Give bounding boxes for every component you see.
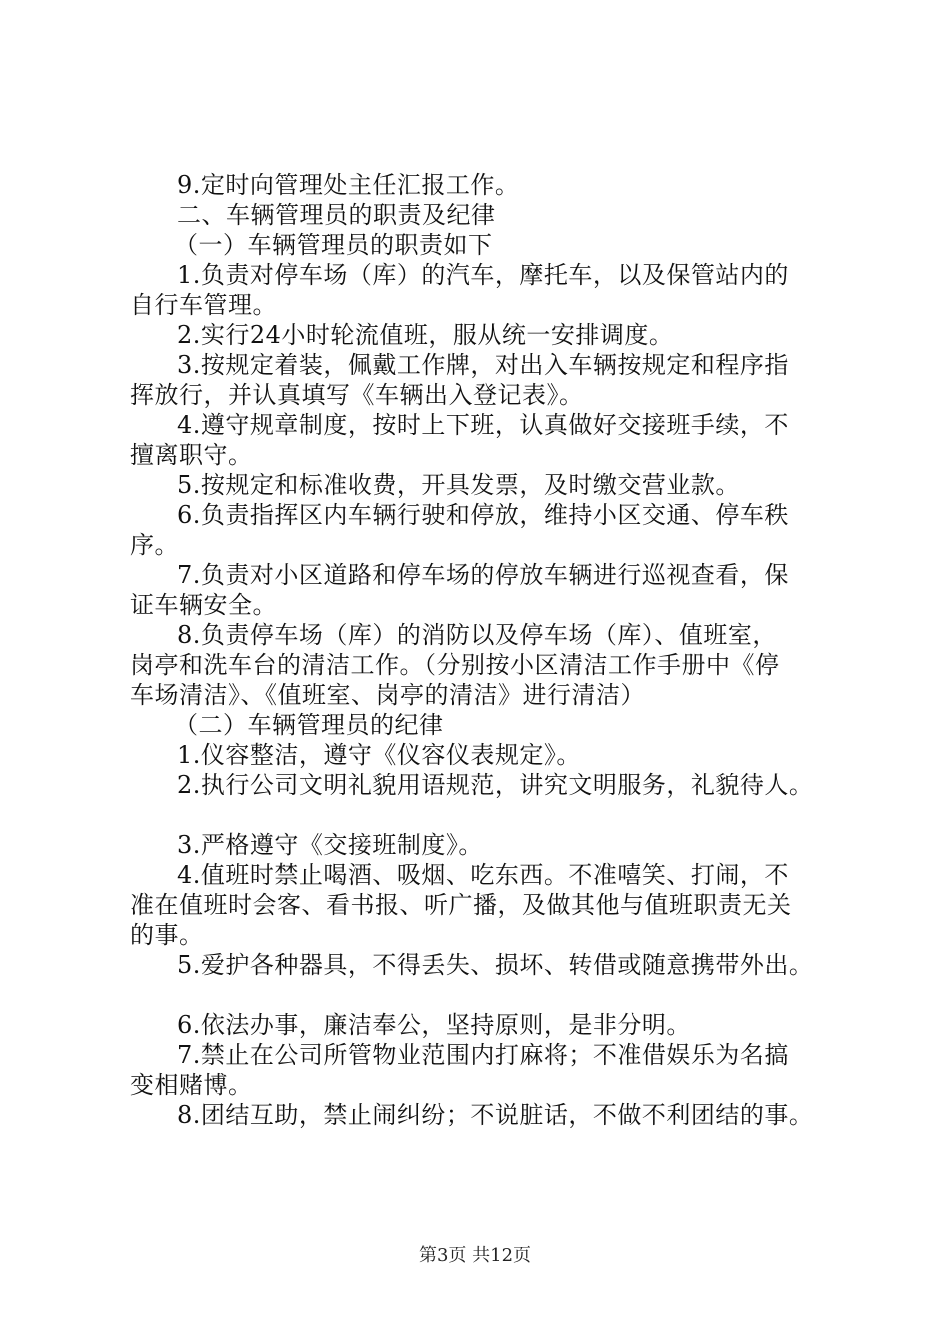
paragraph-line: 8.团结互助，禁止闹纠纷；不说脏话，不做不利团结的事。 [177,1101,814,1129]
paragraph-line: 变相赌博。 [130,1071,253,1099]
document-body [130,170,850,1130]
paragraph-line: 2.实行24小时轮流值班，服从统一安排调度。 [177,321,674,349]
blank-line [130,980,850,1010]
paragraph-line: 岗亭和洗车台的清洁工作。（分别按小区清洁工作手册中《停 [130,651,780,679]
paragraph-line: 擅离职守。 [130,441,253,469]
blank-line [130,800,850,830]
paragraph-line: 1.仪容整洁，遵守《仪容仪表规定》。 [177,741,581,769]
paragraph-line: 6.负责指挥区内车辆行驶和停放，维持小区交通、停车秩 [177,501,789,529]
paragraph-line: 1.负责对停车场（库）的汽车，摩托车，以及保管站内的 [177,261,789,289]
paragraph-line: 3.严格遵守《交接班制度》。 [177,831,483,859]
paragraph-line: 8.负责停车场（库）的消防以及停车场（库）、值班室， [177,621,777,649]
paragraph-line: 自行车管理。 [130,291,277,319]
paragraph-line: 7.禁止在公司所管物业范围内打麻将；不准借娱乐为名搞 [177,1041,789,1069]
paragraph-line: 9.定时向管理处主任汇报工作。 [177,171,520,199]
paragraph-line: 4.遵守规章制度，按时上下班，认真做好交接班手续，不 [177,411,789,439]
page-number-footer: 第3页 共12页 [418,1245,532,1266]
paragraph-line: 序。 [130,531,179,559]
paragraph-line: 挥放行，并认真填写《车辆出入登记表》。 [130,381,584,409]
paragraph-line: 3.按规定着装，佩戴工作牌，对出入车辆按规定和程序指 [177,351,789,379]
paragraph-line: 5.爱护各种器具，不得丢失、损坏、转借或随意携带外出。 [177,951,814,979]
paragraph-line: 证车辆安全。 [130,591,277,619]
section-heading: 二、车辆管理员的职责及纪律 [177,201,496,229]
paragraph-line: 4.值班时禁止喝酒、吸烟、吃东西。不准嘻笑、打闹，不 [177,861,789,889]
paragraph-line: 6.依法办事，廉洁奉公，坚持原则，是非分明。 [177,1011,691,1039]
paragraph-line: 2.执行公司文明礼貌用语规范，讲究文明服务，礼貌待人。 [177,771,814,799]
subsection-heading: （二）车辆管理员的纪律 [174,711,444,739]
subsection-heading: （一）车辆管理员的职责如下 [174,231,493,259]
paragraph-line: 车场清洁》、《值班室、岗亭的清洁》进行清洁） [130,681,645,709]
paragraph-line: 准在值班时会客、看书报、听广播，及做其他与值班职责无关 [130,891,792,919]
paragraph-line: 7.负责对小区道路和停车场的停放车辆进行巡视查看，保 [177,561,789,589]
paragraph-line: 5.按规定和标准收费，开具发票，及时缴交营业款。 [177,471,740,499]
paragraph-line: 的事。 [130,921,204,949]
